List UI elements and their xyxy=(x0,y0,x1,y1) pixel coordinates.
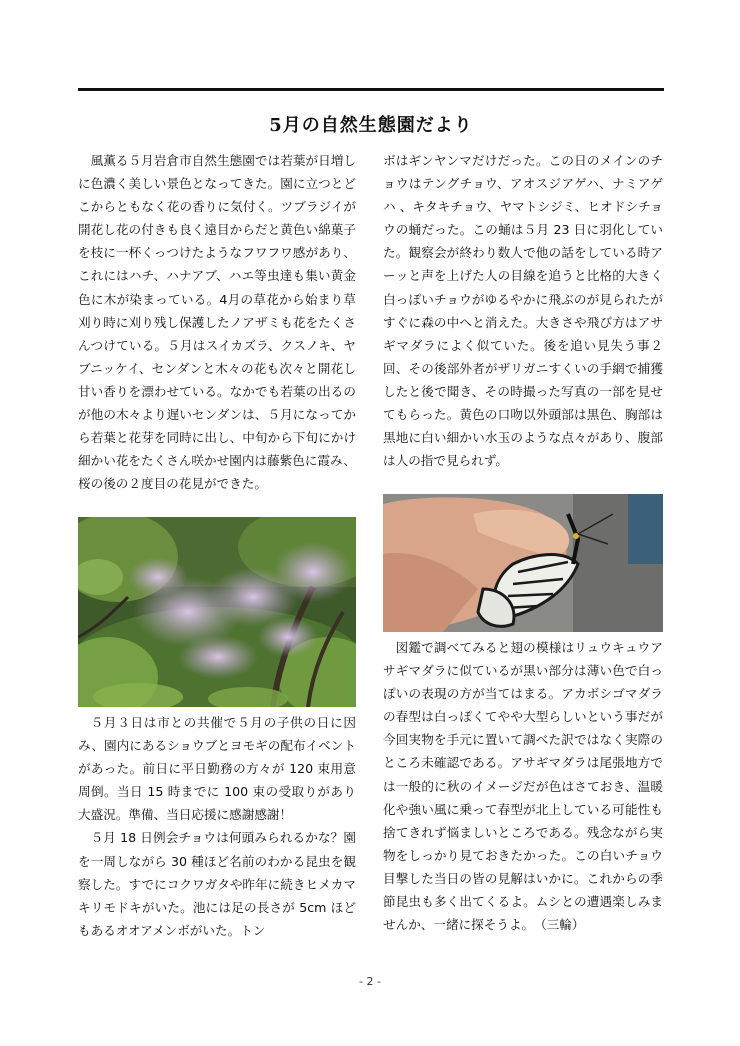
page-number: - 2 - xyxy=(359,975,381,988)
page-title: 5月の自然生態園だより xyxy=(269,115,473,136)
left-column-bottom xyxy=(78,711,356,942)
sendan-tree-photo xyxy=(78,517,356,707)
paragraph-meeting: ５月 18 日例会チョウは何頭みられるかな？園を一周しながら 30 種ほど名前のわかる昆虫を観察した。すでにコクワガタや昨年に続きヒメカマキリモドキがいた。池には足の長さが 5cm ほどもあるオオアメンボがいた。トン xyxy=(78,830,356,938)
paragraph-intro: 風薫る５月岩倉市自然生態園では若葉が日増しに色濃く美しい景色となってきた。園に立つとどこからともなく花の香りに気付く。ツブラジイが開花し花の付きも良く遠目からだと黄色い綿菓子を枝に一杯くっつけたようなフワフワ感があり、これにはハチ、ハナアブ、ハエ等虫達も集い黄金色に木が染まっている。4月の草花から始まり草刈り時に刈り残し保護したノアザミも花をたくさんつけている。５月はスイカズラ、クスノキ、ヤブニッケイ、センダンと木々の花も次々と開花し甘い香りを漂わせている。なかでも若葉の出るのが他の木々より遅いセンダンは、５月になってから若葉と花芽を同時に出し、中旬から下旬にかけ細かい花をたくさん咲かせ園内は藤紫色に霞み、桜の後の２度目の花見ができた。 xyxy=(78,153,356,492)
paragraph-butterfly-sighting: ボはギンヤンマだけだった。この日のメインのチョウはテングチョウ、アオスジアゲハ、ナミアゲハ 、キタキチョウ、ヤマトシジミ、ヒオドシチョウの蛹だった。この蛹は５月 23 日に羽化していた。観察会が終わり数人で他の話をしている時アーッと声を上げた人の目線を追うと比格的大きく白っぽいチョウがゆるやかに飛ぶのが見られたがすぐに森の中へと消えた。大きさや飛び方はアサギマダラによく似ていた。後を追い見失う事２回、その後部外者がザリガニすくいの手網で捕獲したと後で聞き、その時撮った写真の一部を見せてもらった。黄色の口吻以外頭部は黒色、胸部は黒地に白い細かい水玉のような点々があり、腹部は人の指で見られず。 xyxy=(383,153,663,469)
paragraph-event: ５月３日は市との共催で５月の子供の日に因み、園内にあるショウブとヨモギの配布イベントがあった。前日に平日勤務の方々が 120 束用意周倒。当日 15 時までに 100 束の受取りがあり大盛況。準備、当日応援に感謝感謝！ xyxy=(78,715,356,823)
butterfly-in-hand-photo xyxy=(383,494,663,632)
header-rule xyxy=(78,88,664,91)
left-column-top xyxy=(78,149,356,495)
right-column-bottom xyxy=(383,636,663,936)
butterfly-image xyxy=(383,494,663,632)
paragraph-identification: 図鑑で調べてみると翅の模様はリュウキュウアサギマダラに似ているが黒い部分は薄い色で白っぽいの表現の方が当てはまる。アカボシゴマダラの春型は白っぽくてやや大型らしいという事だが今回実物を手元に置いて調べた訳ではなく実際のところ未確認である。アサギマダラは尾張地方では一般的に秋のイメージだが色はさておき、温暖化や強い風に乗って春型が北上している可能性も捨てきれず悩ましいところである。残念ながら実物をしっかり見ておきたかった。この白いチョウ目撃した当日の皆の見解はいかに。これからの季節昆虫も多く出てくるよ。ムシとの遭遇楽しみませんか、一緒に探そうよ。 （三輪） xyxy=(383,640,663,933)
sendan-tree-image xyxy=(78,517,356,707)
right-column-top xyxy=(383,149,663,472)
